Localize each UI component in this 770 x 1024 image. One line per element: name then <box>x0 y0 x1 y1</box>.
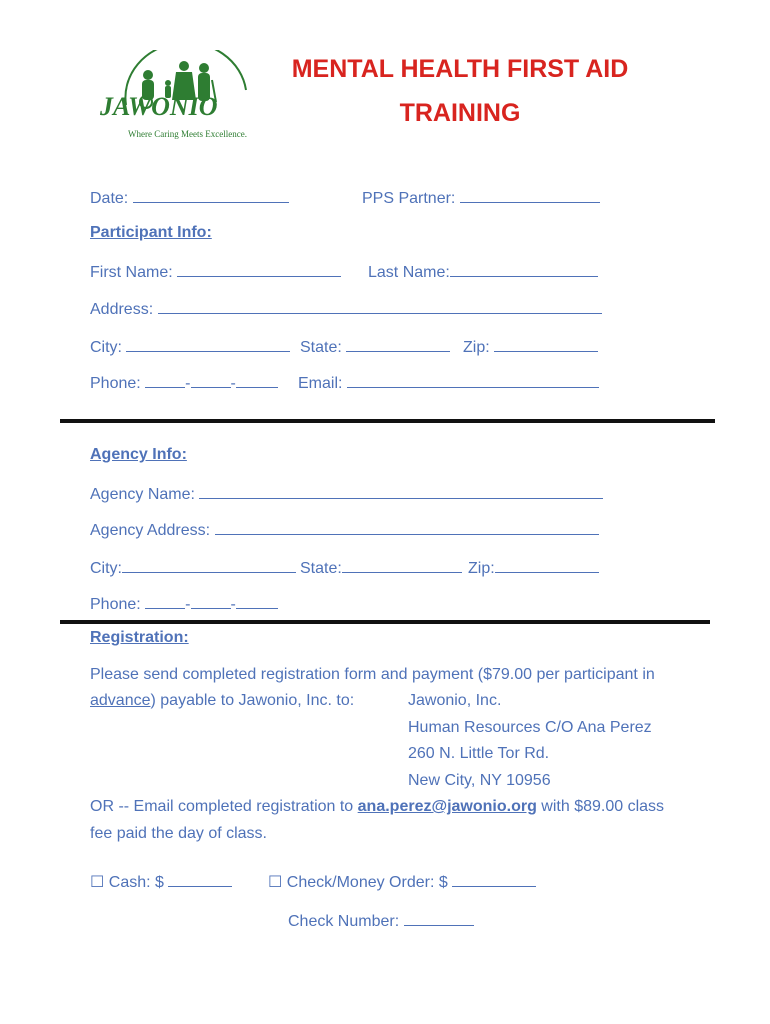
phone-dash: - <box>230 596 236 613</box>
phone-dash: - <box>230 375 236 392</box>
agency-state-label: State: <box>300 560 342 577</box>
last-name-label: Last Name: <box>368 264 450 281</box>
phone-dash: - <box>185 596 191 613</box>
zip-field[interactable] <box>463 335 598 357</box>
or-after-text: with $89.00 class <box>536 798 665 815</box>
logo-brand: JAWONIO <box>100 92 218 121</box>
pps-partner-field[interactable] <box>362 186 600 208</box>
agency-state-field[interactable] <box>300 556 462 578</box>
pps-partner-blank[interactable] <box>460 186 600 203</box>
agency-city-field[interactable] <box>90 556 296 578</box>
agency-address-field[interactable] <box>90 518 599 540</box>
agency-phone-field[interactable] <box>90 592 278 614</box>
agency-zip-blank[interactable] <box>495 556 599 573</box>
address-label: Address: <box>90 301 154 318</box>
email-label: Email: <box>298 375 343 392</box>
mail-address-line4: New City, NY 10956 <box>408 772 551 789</box>
payable-text: ) payable to Jawonio, Inc. to: <box>150 692 355 709</box>
mail-address-line1: Jawonio, Inc. <box>408 692 502 709</box>
page-title-line1: MENTAL HEALTH FIRST AID <box>291 55 629 83</box>
last-name-field[interactable] <box>368 260 598 282</box>
agency-info-heading: Agency Info: <box>90 446 187 463</box>
cash-amount-blank[interactable] <box>168 870 232 887</box>
registration-line1: Please send completed registration form and payment ($79.00 per participant in <box>90 666 655 683</box>
state-field[interactable] <box>300 335 450 357</box>
agency-zip-field[interactable] <box>468 556 599 578</box>
city-label: City: <box>90 339 122 356</box>
phone-blank-3[interactable] <box>236 371 278 388</box>
email-blank[interactable] <box>347 371 599 388</box>
agency-state-blank[interactable] <box>342 556 462 573</box>
email-field[interactable] <box>298 371 599 393</box>
cash-checkbox-label[interactable]: ☐ Cash: $ <box>90 874 164 891</box>
agency-address-label: Agency Address: <box>90 522 211 539</box>
page-title-line2: TRAINING <box>399 99 521 127</box>
cash-option[interactable] <box>90 870 232 892</box>
first-name-label: First Name: <box>90 264 173 281</box>
zip-label: Zip: <box>463 339 490 356</box>
phone-blank-1[interactable] <box>145 371 185 388</box>
agency-phone-blank-3[interactable] <box>236 592 278 609</box>
check-number-label: Check Number: <box>288 913 400 930</box>
email-registration-line <box>90 798 664 816</box>
agency-address-blank[interactable] <box>215 518 599 535</box>
registration-heading: Registration: <box>90 629 189 646</box>
check-amount-blank[interactable] <box>452 870 536 887</box>
state-blank[interactable] <box>346 335 450 352</box>
phone-blank-2[interactable] <box>191 371 231 388</box>
agency-name-field[interactable] <box>90 482 603 504</box>
check-checkbox-label[interactable]: ☐ Check/Money Order: $ <box>268 874 448 891</box>
mail-address-line2: Human Resources C/O Ana Perez <box>408 719 652 736</box>
address-blank[interactable] <box>158 297 602 314</box>
city-blank[interactable] <box>126 335 290 352</box>
section-divider <box>60 419 715 423</box>
phone-label: Phone: <box>90 375 141 392</box>
agency-phone-blank-1[interactable] <box>145 592 185 609</box>
check-number-blank[interactable] <box>404 909 474 926</box>
fee-line: fee paid the day of class. <box>90 825 267 842</box>
check-number-field[interactable] <box>288 909 474 931</box>
agency-phone-blank-2[interactable] <box>191 592 231 609</box>
last-name-blank[interactable] <box>450 260 598 277</box>
logo-tagline: Where Caring Meets Excellence. <box>128 129 247 139</box>
date-label: Date: <box>90 190 129 207</box>
zip-blank[interactable] <box>494 335 598 352</box>
pps-partner-label: PPS Partner: <box>362 190 456 207</box>
date-field[interactable] <box>90 186 289 208</box>
registration-line2 <box>90 692 354 710</box>
phone-dash: - <box>185 375 191 392</box>
or-text: OR -- Email completed registration to <box>90 798 358 815</box>
check-option[interactable] <box>268 870 536 892</box>
section-divider <box>60 620 710 624</box>
date-blank[interactable] <box>133 186 289 203</box>
state-label: State: <box>300 339 342 356</box>
first-name-field[interactable] <box>90 260 341 282</box>
agency-zip-label: Zip: <box>468 560 495 577</box>
mail-address-line3: 260 N. Little Tor Rd. <box>408 745 550 762</box>
city-field[interactable] <box>90 335 290 357</box>
registration-email-link[interactable]: ana.perez@jawonio.org <box>357 798 537 815</box>
agency-city-label: City: <box>90 560 122 577</box>
first-name-blank[interactable] <box>177 260 341 277</box>
agency-name-blank[interactable] <box>199 482 603 499</box>
address-field[interactable] <box>90 297 602 319</box>
participant-info-heading: Participant Info: <box>90 224 212 241</box>
agency-phone-label: Phone: <box>90 596 141 613</box>
advance-text: advance <box>90 692 151 709</box>
phone-field[interactable] <box>90 371 278 393</box>
agency-name-label: Agency Name: <box>90 486 195 503</box>
agency-city-blank[interactable] <box>122 556 296 573</box>
